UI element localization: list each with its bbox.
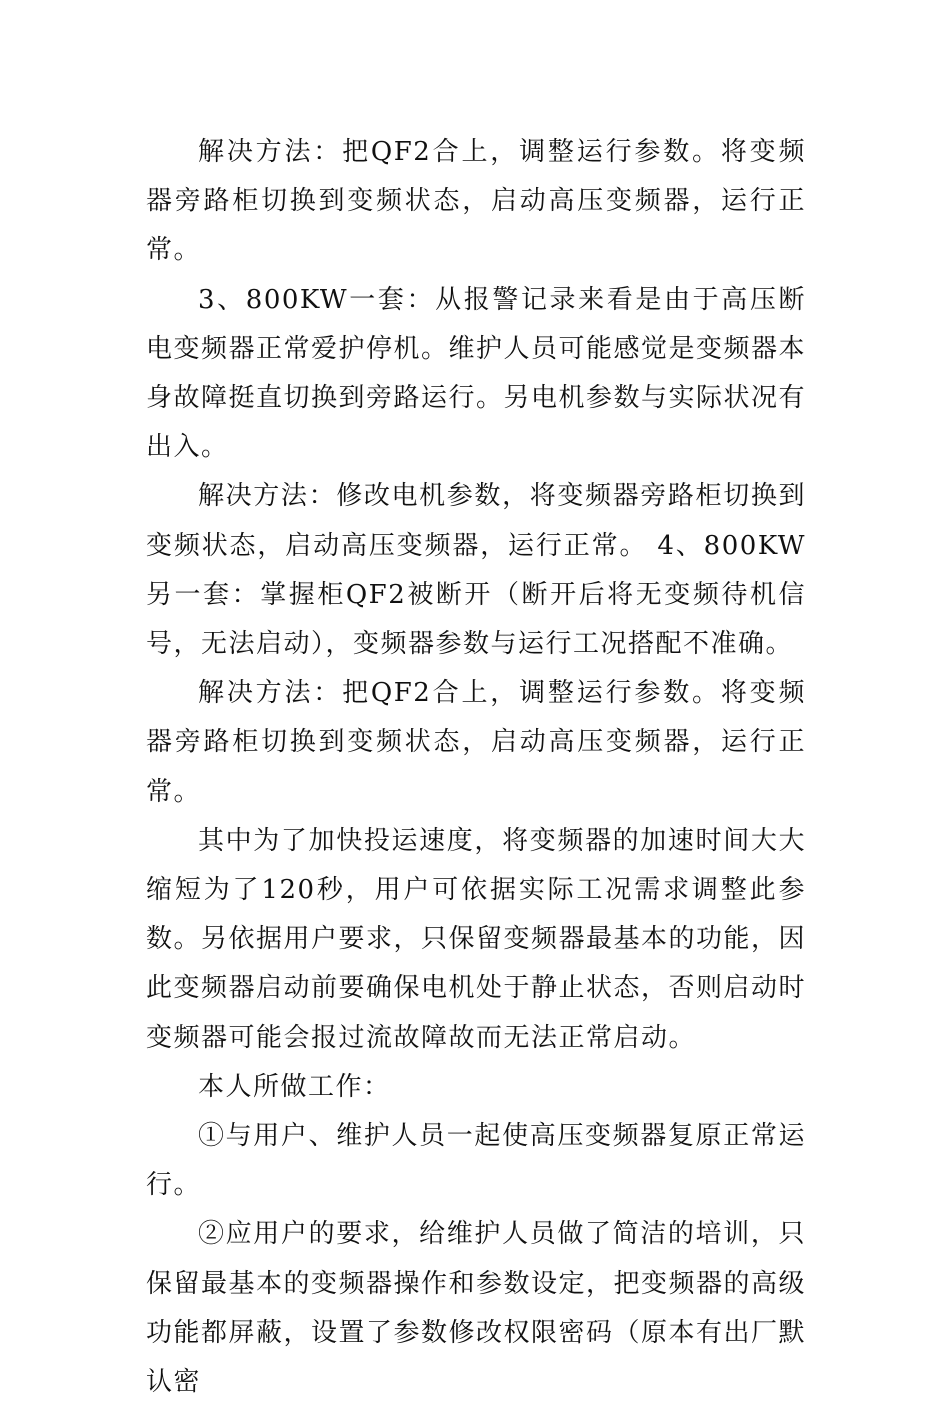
document-body — [146, 128, 806, 1407]
paragraph-work-item-2: ②应用户的要求，给维护人员做了简洁的培训，只保留最基本的变频器操作和参数设定，把变频器的高级功能都屏蔽，设置了参数修改权限密码（原本有出厂默认密 — [146, 1219, 807, 1398]
paragraph-work-item-1: ①与用户、维护人员一起使高压变频器复原正常运行。 — [146, 1121, 806, 1201]
paragraph-solution-1: 解决方法：把QF2合上，调整运行参数。将变频器旁路柜切换到变频状态，启动高压变频器，运行正常。 — [146, 137, 806, 266]
paragraph-work-heading: 本人所做工作： — [198, 1071, 391, 1102]
paragraph-solution-2: 解决方法：修改电机参数，将变频器旁路柜切换到变频状态，启动高压变频器，运行正常。 4、800KW另一套：掌握柜QF2被断开（断开后将无变频待机信号，无法启动），变频器参数与运行工况搭配不准确。 — [146, 481, 806, 660]
paragraph-800kw-set-1: 3、800KW一套：从报警记录来看是由于高压断电变频器正常爱护停机。维护人员可能感觉是变频器本身故障挺直切换到旁路运行。另电机参数与实际状况有出入。 — [146, 284, 807, 463]
paragraph-acceleration-note: 其中为了加快投运速度，将变频器的加速时间大大缩短为了120秒，用户可依据实际工况需求调整此参数。另依据用户要求，只保留变频器最基本的功能，因此变频器启动前要确保电机处于静止状态，否则启动时变频器可能会报过流故障故而无法正常启动。 — [146, 825, 807, 1053]
paragraph-solution-3: 解决方法：把QF2合上，调整运行参数。将变频器旁路柜切换到变频状态，启动高压变频器，运行正常。 — [146, 678, 806, 807]
